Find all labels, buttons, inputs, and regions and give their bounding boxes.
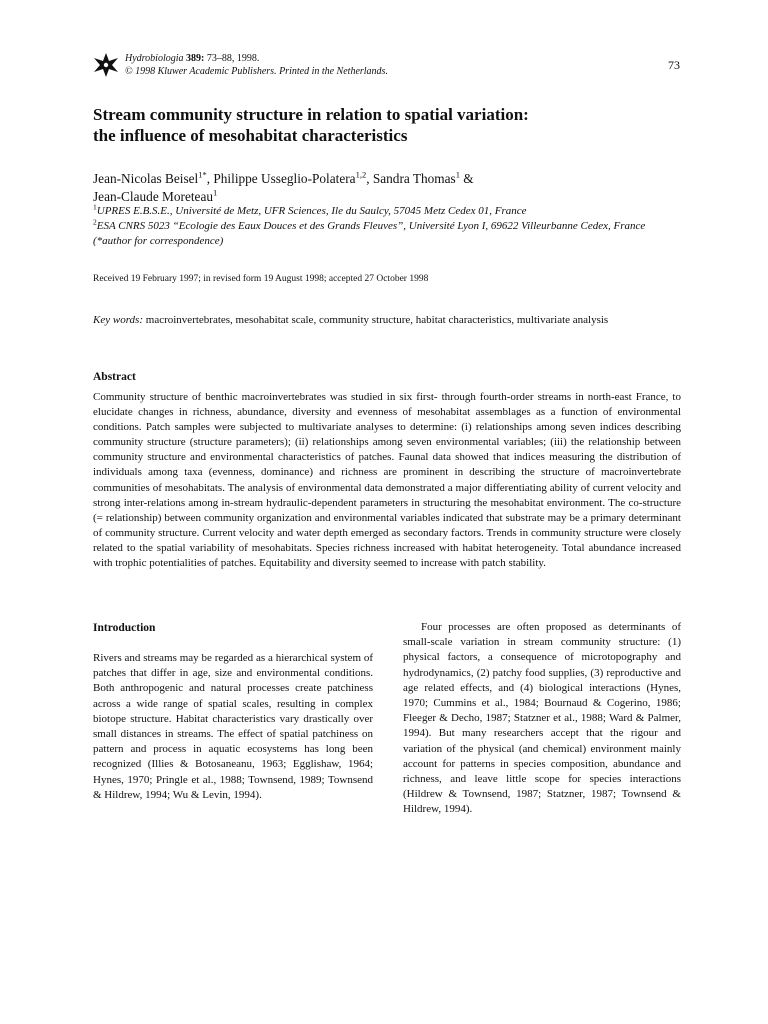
author-1-sup: 1*	[198, 169, 207, 180]
keywords	[93, 313, 681, 329]
author-2-sup: 1,2	[355, 169, 367, 180]
journal-pages: 73–88, 1998.	[206, 53, 260, 64]
author-list	[93, 170, 683, 206]
introduction-paragraph-2: Four processes are often proposed as determinants of small-scale variation in stream community structure: (1) physical factors, a consequence of microtopography and hydrodynamics, (2) patchy food supplies, (3) reproductive and age related effects, and (4) biological interactions (Hynes, 1970; Cummins et al., 1984; Bournaud & Cogerino, 1986; Fleeger & Decho, 1987; Statzner et al., 1988; Ward & Palmer, 1994). But many researchers accept that the rigour and variation of the physical (and chemical) environment mainly account for patterns in species composition, abundance and richness, and leave little scope for species interactions (Hildrew & Townsend, 1987; Statzner, 1987; Townsend & Hildrew, 1994).	[403, 621, 681, 816]
publisher-logo-icon	[93, 52, 119, 78]
introduction-paragraph-1: Rivers and streams may be regarded as a hierarchical system of patches that differ in age, size and environmental conditions. Both anthropogenic and natural processes create patchiness across a wide range of spatial scales, resulting in complex biotope structure. Habitat characteristics vary drastically over small distances in streams. The effect of spatial patchiness on pattern and process in aquatic ecosystems has long been recognized (Illies & Botosaneanu, 1963; Egglishaw, 1964; Hynes, 1970; Pringle et al., 1988; Townsend, 1989; Townsend & Hildrew, 1994; Wu & Levin, 1994).	[93, 652, 373, 801]
introduction-heading: Introduction	[93, 622, 156, 634]
author-1: Jean-Nicolas Beisel	[93, 171, 199, 186]
received-dates: Received 19 February 1997; in revised form 19 August 1998; accepted 27 October 1998	[93, 274, 429, 284]
abstract-heading: Abstract	[93, 371, 136, 383]
journal-volume: 389:	[186, 53, 205, 64]
affiliation-2-text: ESA CNRS 5023 “Ecologie des Eaux Douces et des Grands Fleuves”, Université Lyon I, 69622 Villeurbanne Cedex, France	[96, 220, 646, 233]
page-number: 73	[668, 58, 680, 72]
journal-name: Hydrobiologia	[125, 53, 184, 64]
copyright-line: © 1998 Kluwer Academic Publishers. Printed in the Netherlands.	[125, 66, 388, 77]
author-4: Jean-Claude Moreteau	[93, 189, 213, 204]
title-line-2: the influence of mesohabitat characteristics	[93, 126, 408, 145]
abstract-body: Community structure of benthic macroinvertebrates was studied in six first- through fourth-order streams in north-east France, to elucidate changes in richness, abundance, diversity and evenness of mesohabitat assemblages as a function of environmental conditions. Patch samples were subjected to multivariate analyses to determine: (i) relationships among seven indices describing community structure (structure parameters); (ii) relationships among seven environmental variables; (iii) the relationship between community structure and environmental characteristics of patches. Faunal data showed that indices measuring the distribution of individuals among taxa (evenness, dominance) and richness are prominent in describing the structure of macroinvertebrate communities of mesohabitats. The analysis of environmental data demonstrated a major differentiating ability of current velocity and strong inter-relations among in-stream hydraulic-dependent parameters in structuring the mesohabitat environment. The co-structure (= relationship) between community organization and environmental variables indicated that substrate may be a primary determinant of community structure. Current velocity and water depth emerged as secondary factors. Trends in community structure were closely related to the spatial variability of mesohabitats. Species richness increased with habitat heterogeneity. Total abundance increased with trophic potentialities of patches. Equitability and diversity seemed to increase with patch stability.	[93, 391, 681, 570]
author-4-sup: 1	[213, 187, 218, 198]
keywords-text: macroinvertebrates, mesohabitat scale, community structure, habitat characteristics, multivariate analysis	[143, 314, 609, 326]
author-3: , Sandra Thomas	[366, 171, 456, 186]
journal-header	[125, 52, 388, 78]
affiliation-2-sup: 2	[93, 217, 97, 227]
keywords-label: Key words:	[93, 314, 144, 326]
author-3-sup: 1	[455, 169, 460, 180]
affiliations	[93, 204, 683, 250]
affiliation-2	[93, 219, 683, 234]
correspondence-note: (*author for correspondence)	[93, 235, 224, 248]
title-line-1: Stream community structure in relation to spatial variation:	[93, 105, 529, 124]
author-ampersand: &	[459, 171, 474, 186]
article-title	[93, 104, 693, 146]
affiliation-1-sup: 1	[93, 202, 97, 212]
affiliation-1	[93, 204, 683, 219]
author-2: , Philippe Usseglio-Polatera	[206, 171, 356, 186]
affiliation-1-text: UPRES E.B.S.E., Université de Metz, UFR Sciences, Ile du Saulcy, 57045 Metz Cedex 01, France	[96, 205, 527, 217]
